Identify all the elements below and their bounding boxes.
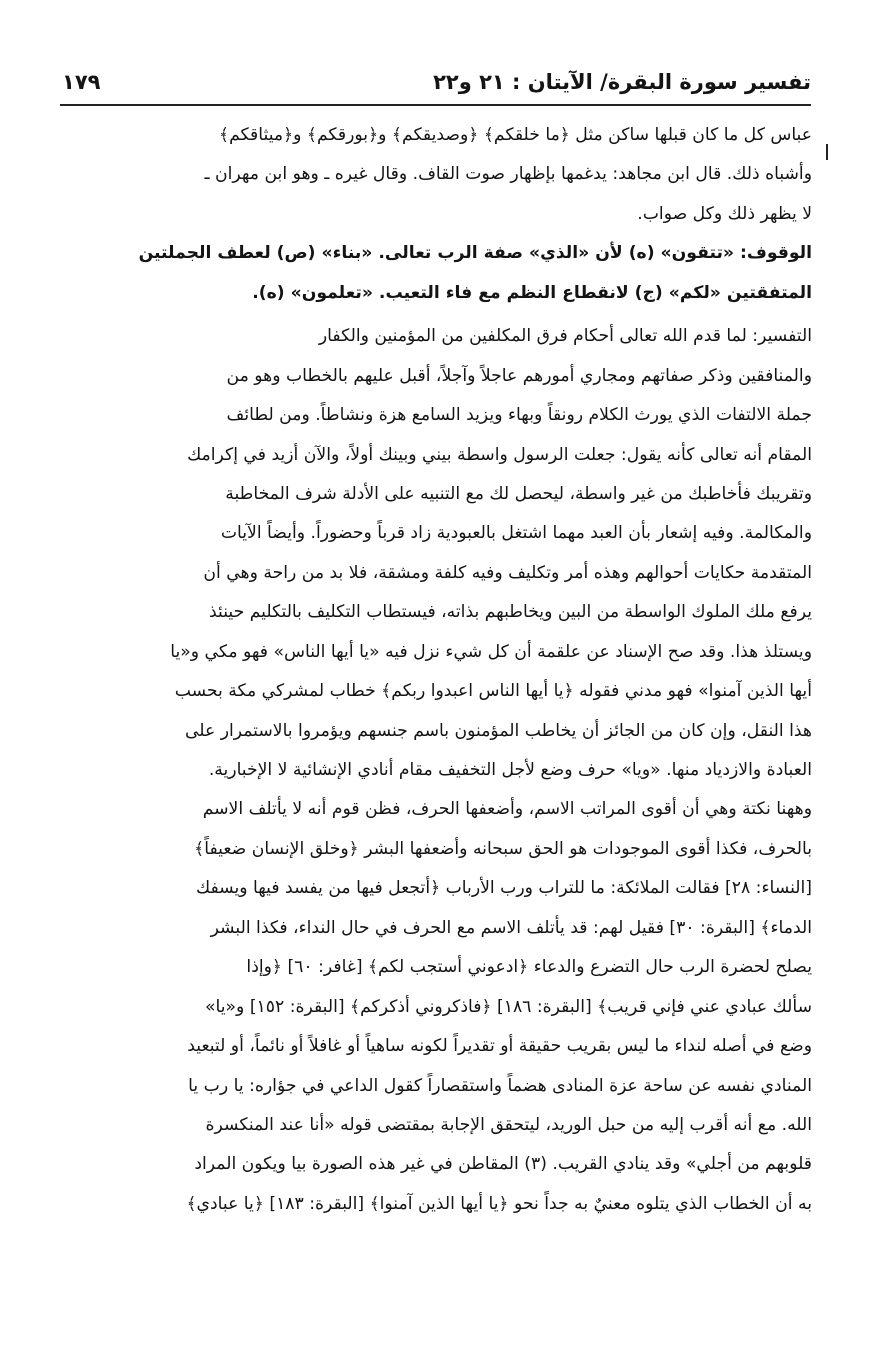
page-header xyxy=(60,68,811,106)
text-line: المتقدمة حكايات أحوالهم وهذه أمر وتكليف وفيه كلفة ومشقة، فلا بد من راحة وهي أن xyxy=(203,562,812,583)
text-line: وضع في أصله لنداء ما ليس بقريب حقيقة أو تقديراً لكونه ساهياً أو غافلاً أو نائماً، أو لتبعيد xyxy=(187,1036,812,1057)
text-line: جملة الالتفات الذي يورث الكلام رونقاً وبهاء ويزيد السامع هزة ونشاطاً. ومن لطائف xyxy=(226,405,812,426)
text-line: به أن الخطاب الذي يتلوه معنيٌ به جداً نحو ﴿يا أيها الذين آمنوا﴾ [البقرة: ١٨٣] ﴿يا عبادي﴾ xyxy=(186,1193,812,1214)
text-line: وههنا نكتة وهي أن أقوى المراتب الاسم، وأضعفها الحرف، فظن قوم أنه لا يأتلف الاسم xyxy=(202,799,812,820)
text-line: الدماء﴾ [البقرة: ٣٠] فقيل لهم: قد يأتلف الاسم مع الحرف في حال النداء، فكذا البشر xyxy=(210,917,812,938)
tafsir-heading-line: التفسير: لما قدم الله تعالى أحكام فرق المكلفين من المؤمنين والكفار xyxy=(318,326,812,347)
page-number: ١٧٩ xyxy=(62,70,101,94)
text-line: وتقريبك فأخاطبك من غير واسطة، ليحصل لك مع التنبيه على الأدلة شرف المخاطبة xyxy=(225,483,812,504)
text-line: [النساء: ٢٨] فقالت الملائكة: ما للتراب ورب الأرباب ﴿أتجعل فيها من يفسد فيها ويسفك xyxy=(195,878,812,899)
waqf-line: المتفقتين «لكم» (ج) لانقطاع النظم مع فاء التعيب. «تعلمون» (ه). xyxy=(252,282,812,303)
waqf-heading-line: الوقوف: «تتقون» (ه) لأن «الذي» صفة الرب تعالى. «بناء» (ص) لعطف الجملتين xyxy=(138,243,812,264)
text-line: سألك عبادي عني فإني قريب﴾ [البقرة: ١٨٦] ﴿فاذكروني أذكركم﴾ [البقرة: ١٥٢] و«يا» xyxy=(205,996,812,1017)
text-line: ويستلذ هذا. وقد صح الإسناد عن علقمة أن كل شيء نزل فيه «يا أيها الناس» فهو مكي و«يا xyxy=(170,641,812,662)
text-line: هذا النقل، وإن كان من الجائز أن يخاطب المؤمنون باسم جنسهم ويؤمروا بالاستمرار على xyxy=(184,720,812,741)
text-line: المنادي نفسه عن ساحة عزة المنادى هضماً واستقصاراً كقول الداعي في جؤاره: يا رب يا xyxy=(188,1075,812,1096)
text-line: والمنافقين وذكر صفاتهم ومجاري أمورهم عاجلاً وآجلاً، أقبل عليهم بالخطاب وهو من xyxy=(226,365,812,386)
text-line: أيها الذين آمنوا» فهو مدني فقوله ﴿يا أيها الناس اعبدوا ربكم﴾ خطاب لمشركي مكة بحسب xyxy=(174,681,812,702)
text-line: وأشباه ذلك. قال ابن مجاهد: يدغمها بإظهار صوت القاف. وقال غيره ـ وهو ابن مهران ـ xyxy=(204,164,812,185)
text-line: عباس كل ما كان قبلها ساكن مثل ﴿ما خلقكم﴾ ﴿وصديقكم﴾ و﴿بورقكم﴾ و﴿ميثاقكم﴾ xyxy=(219,125,812,145)
running-title: تفسير سورة البقرة/ الآيتان : ٢١ و٢٢ xyxy=(433,70,811,94)
text-line: الله. مع أنه أقرب إليه من حبل الوريد، ليتحقق الإجابة بمقتضى قوله «أنا عند المنكسرة xyxy=(205,1114,812,1135)
text-line: يصلح لحضرة الرب حال التضرع والدعاء ﴿ادعوني أستجب لكم﴾ [غافر: ٦٠] ﴿وإذا xyxy=(246,957,812,978)
text-line: العبادة والازدياد منها. «ويا» حرف وضع لأجل التخفيف مقام أنادي الإنشائية لا الإخبارية. xyxy=(208,760,812,780)
text-line: يرفع ملك الملوك الواسطة من البين ويخاطبهم بذاته، فيستطاب التكليف بالتكليم حينئذ xyxy=(209,602,812,623)
text-line: المقام أنه تعالى كأنه يقول: جعلت الرسول واسطة بيني وبينك أولاً، والآن أزيد في إكرامك xyxy=(187,444,812,465)
margin-mark xyxy=(826,144,828,160)
text-line: والمكالمة. وفيه إشعار بأن العبد مهما اشتغل بالعبودية زاد قرباً وحضوراً. وأيضاً الآيات xyxy=(220,523,812,544)
text-line: لا يظهر ذلك وكل صواب. xyxy=(637,203,812,224)
text-line: قلوبهم من أجلي» وقد ينادي القريب. (٣) المقاطن في غير هذه الصورة بيا ويكون المراد xyxy=(194,1154,812,1175)
body-text xyxy=(60,116,812,1224)
text-line: بالحرف، فكذا أقوى الموجودات هو الحق سبحانه وأضعفها البشر ﴿وخلق الإنسان ضعيفاً﴾ xyxy=(194,838,812,859)
